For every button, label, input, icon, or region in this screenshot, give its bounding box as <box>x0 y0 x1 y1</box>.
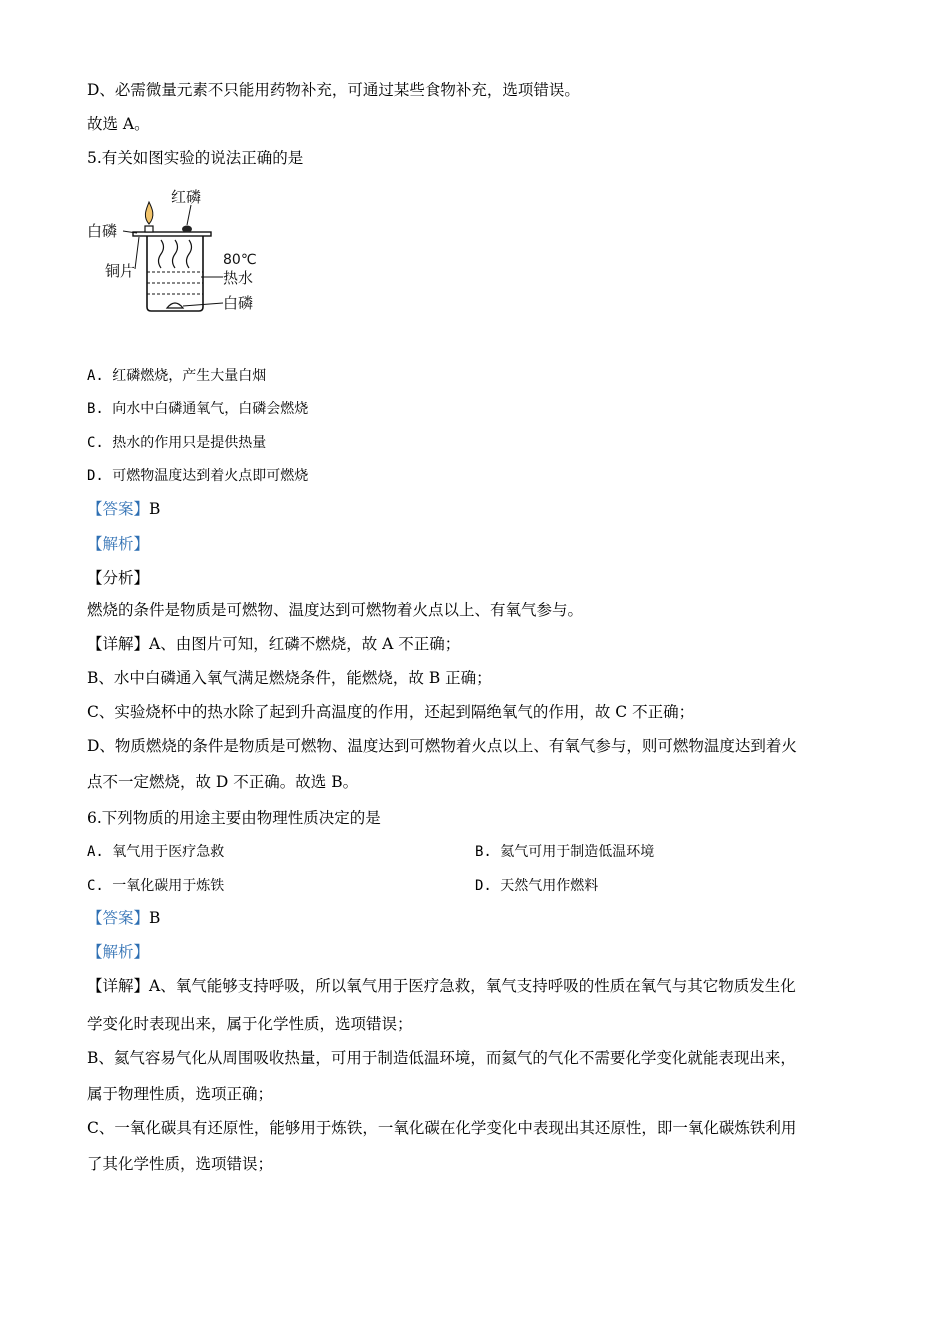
q5-option-c: C. 热水的作用只是提供热量 <box>87 435 267 451</box>
q5-option-d: D. 可燃物温度达到着火点即可燃烧 <box>87 468 309 484</box>
q5-option-a: A. 红磷燃烧，产生大量白烟 <box>87 368 267 384</box>
label-red-phosphorus: 红磷 <box>171 188 202 206</box>
q5-stem: 5.有关如图实验的说法正确的是 <box>87 149 304 167</box>
q6-stem: 6.下列物质的用途主要由物理性质决定的是 <box>87 809 381 827</box>
label-copper-sheet: 铜片 <box>105 262 136 280</box>
q6-detail-a1-line <box>87 976 796 996</box>
q6-detail-tag: 【详解】 <box>87 977 150 995</box>
q6-detail-b2: 属于物理性质，选项正确； <box>87 1085 274 1103</box>
q5-option-b: B. 向水中白磷通氧气，白磷会燃烧 <box>87 401 309 417</box>
label-white-phosphorus-top: 白磷 <box>87 222 118 240</box>
q6-detail-b1: B、氦气容易气化从周围吸收热量，可用于制造低温环境，而氦气的气化不需要化学变化就能表现出来， <box>87 1049 796 1067</box>
q5-detail-a: A、由图片可知，红磷不燃烧，故 A 不正确； <box>149 635 461 653</box>
beaker-shape <box>147 235 203 311</box>
steam-curve <box>159 240 164 268</box>
q5-answer: B <box>149 500 161 518</box>
q5-detail-c: C、实验烧杯中的热水除了起到升高温度的作用，还起到隔绝氧气的作用，故 C 不正确； <box>87 703 695 721</box>
q6-option-c: C. 一氧化碳用于炼铁 <box>87 878 225 894</box>
copper-sheet <box>133 232 211 236</box>
q6-detail-a2: 学变化时表现出来，属于化学性质，选项错误； <box>87 1015 413 1033</box>
q5-subanalysis-text: 燃烧的条件是物质是可燃物、温度达到可燃物着火点以上、有氧气参与。 <box>87 601 584 619</box>
label-temperature: 80℃ <box>223 252 257 268</box>
q5-answer-line <box>87 499 160 519</box>
q4-conclusion: 故选 A。 <box>87 115 150 133</box>
white-phosphorus-underwater <box>167 303 183 308</box>
q6-detail-c1: C、一氧化碳具有还原性，能够用于炼铁，一氧化碳在化学变化中表现出其还原性，即一氧化碳炼铁利用 <box>87 1119 797 1137</box>
q6-option-d: D. 天然气用作燃料 <box>475 878 599 894</box>
q6-answer-tag: 【答案】 <box>87 909 150 927</box>
q5-experiment-figure <box>87 180 267 320</box>
q6-detail-c2: 了其化学性质，选项错误； <box>87 1155 274 1173</box>
q5-detail-d2: 点不一定燃烧，故 D 不正确。故选 B。 <box>87 773 359 791</box>
q5-subanalysis-tag: 【分析】 <box>87 569 150 587</box>
q5-answer-tag: 【答案】 <box>87 500 150 518</box>
q6-detail-a1: A、氧气能够支持呼吸，所以氧气用于医疗急救，氧气支持呼吸的性质在氧气与其它物质发生化 <box>149 977 796 995</box>
q6-answer: B <box>149 909 161 927</box>
q5-detail-d1: D、物质燃烧的条件是物质是可燃物、温度达到可燃物着火点以上、有氧气参与，则可燃物温度达到着火 <box>87 737 797 755</box>
q6-option-a: A. 氧气用于医疗急救 <box>87 844 225 860</box>
q5-analysis-tag: 【解析】 <box>87 535 150 553</box>
red-phosphorus <box>182 226 192 233</box>
q4-option-d-analysis: D、必需微量元素不只能用药物补充，可通过某些食物补充，选项错误。 <box>87 81 580 99</box>
q5-detail-tag: 【详解】 <box>87 635 150 653</box>
q6-analysis-tag: 【解析】 <box>87 943 150 961</box>
label-white-phosphorus-bottom: 白磷 <box>223 294 254 312</box>
q5-detail-b: B、水中白磷通入氧气满足燃烧条件，能燃烧，故 B 正确； <box>87 669 492 687</box>
white-phosphorus-top <box>145 226 153 232</box>
q5-detail-a-line <box>87 634 460 654</box>
q6-answer-line <box>87 908 160 928</box>
flame-icon <box>145 202 152 224</box>
q6-option-b: B. 氦气可用于制造低温环境 <box>475 844 655 860</box>
label-hot-water: 热水 <box>223 269 254 287</box>
